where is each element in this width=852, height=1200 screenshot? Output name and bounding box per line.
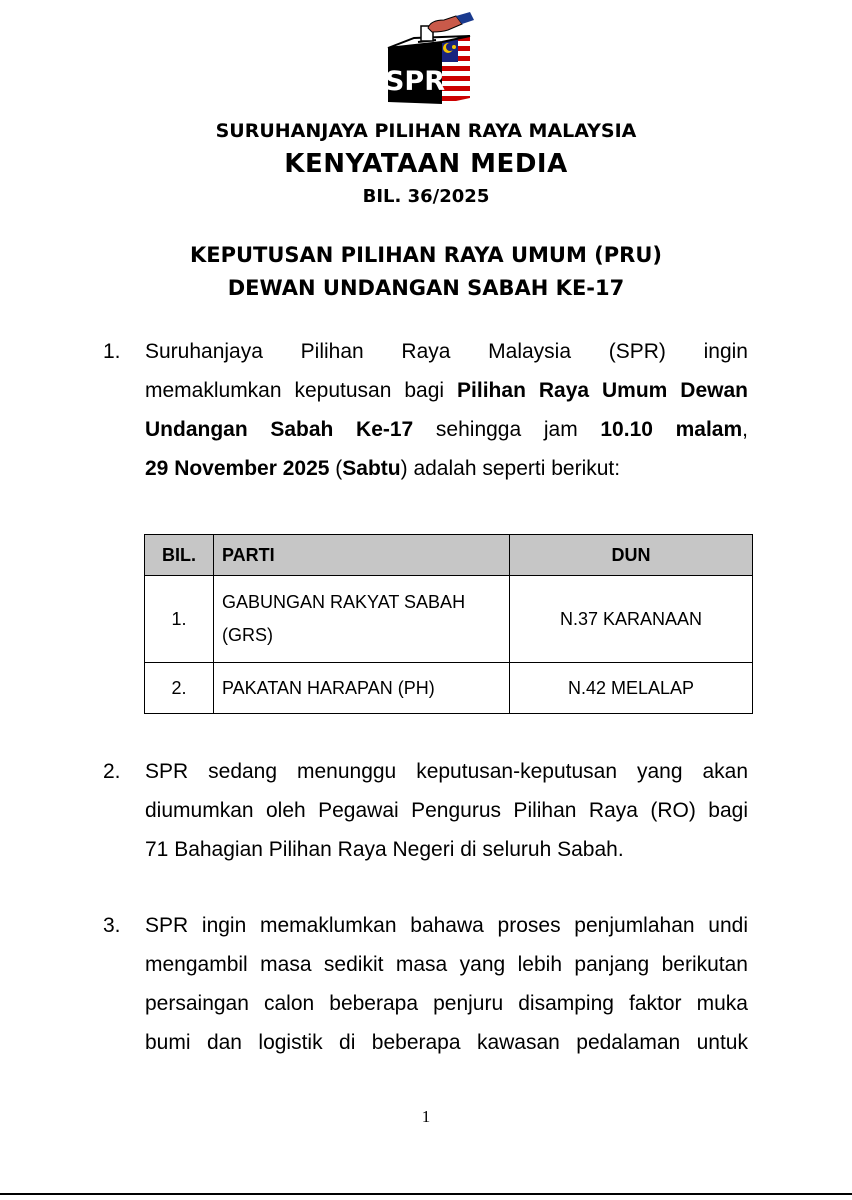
cell-parti — [214, 576, 510, 663]
organization-name: SURUHANJAYA PILIHAN RAYA MALAYSIA — [215, 120, 637, 142]
paragraph-line: mengambil masa sedikit masa yang lebih panjang berikutan — [145, 953, 748, 976]
header-parti: PARTI — [214, 535, 510, 576]
svg-text:SPR: SPR — [384, 66, 446, 97]
paragraph-2 — [103, 752, 748, 869]
header-bil: BIL. — [145, 535, 214, 576]
document-type: KENYATAAN MEDIA — [284, 149, 568, 179]
text-run: ( — [329, 457, 343, 480]
title-line-1: KEPUTUSAN PILIHAN RAYA UMUM (PRU) — [189, 243, 662, 267]
header-dun: DUN — [510, 535, 753, 576]
statement-number: BIL. 36/2025 — [362, 186, 490, 207]
page-number: 1 — [421, 1107, 431, 1126]
paragraph-1 — [103, 332, 748, 488]
text-run: ) adalah seperti berikut: — [400, 457, 621, 480]
paragraph-line: 71 Bahagian Pilihan Raya Negeri di seluruh Sabah. — [145, 838, 624, 861]
paragraph-line: SPR sedang menunggu keputusan-keputusan yang akan — [145, 760, 748, 783]
text-run-bold: 29 November 2025 — [145, 457, 330, 480]
paragraph-line — [145, 410, 748, 449]
text-run-bold: Undangan Sabah Ke-17 — [145, 418, 414, 441]
paragraph-number: 2. — [103, 760, 121, 783]
results-table — [144, 534, 753, 714]
cell-bil: 1. — [145, 576, 214, 663]
cell-bil: 2. — [145, 663, 214, 714]
paragraph-line — [145, 449, 748, 488]
paragraph-3 — [103, 906, 748, 1062]
table-row — [145, 663, 753, 714]
cell-text: (GRS) — [222, 625, 273, 645]
text-run-bold: 10.10 malam — [600, 418, 743, 441]
paragraph-line: persaingan calon beberapa penjuru disamping faktor muka — [145, 992, 748, 1015]
text-run: , — [742, 418, 748, 441]
paragraph-number: 3. — [103, 914, 121, 937]
cell-dun: N.37 KARANAAN — [510, 576, 753, 663]
text-run-bold: Sabtu — [342, 457, 401, 480]
text-run-bold: Pilihan Raya Umum Dewan — [457, 379, 748, 402]
spr-logo — [384, 12, 474, 108]
text-run: sehingga jam — [413, 418, 601, 441]
paragraph-line — [145, 371, 748, 410]
paragraph-line: Suruhanjaya Pilihan Raya Malaysia (SPR) ingin — [145, 340, 748, 363]
paragraph-number: 1. — [103, 340, 121, 363]
paragraph-line: diumumkan oleh Pegawai Pengurus Pilihan Raya (RO) bagi — [145, 799, 748, 822]
cell-dun: N.42 MELALAP — [510, 663, 753, 714]
paragraph-line: bumi dan logistik di beberapa kawasan pedalaman untuk — [145, 1031, 748, 1054]
paragraph-line: SPR ingin memaklumkan bahawa proses penjumlahan undi — [145, 914, 748, 937]
table-row — [145, 576, 753, 663]
page-edge-divider — [0, 1193, 852, 1195]
cell-text: GABUNGAN RAKYAT SABAH — [222, 592, 466, 612]
cell-parti: PAKATAN HARAPAN (PH) — [214, 663, 510, 714]
title-line-2: DEWAN UNDANGAN SABAH KE-17 — [227, 276, 625, 300]
text-run: memaklumkan keputusan bagi — [145, 379, 458, 402]
table-header-row — [145, 535, 753, 576]
